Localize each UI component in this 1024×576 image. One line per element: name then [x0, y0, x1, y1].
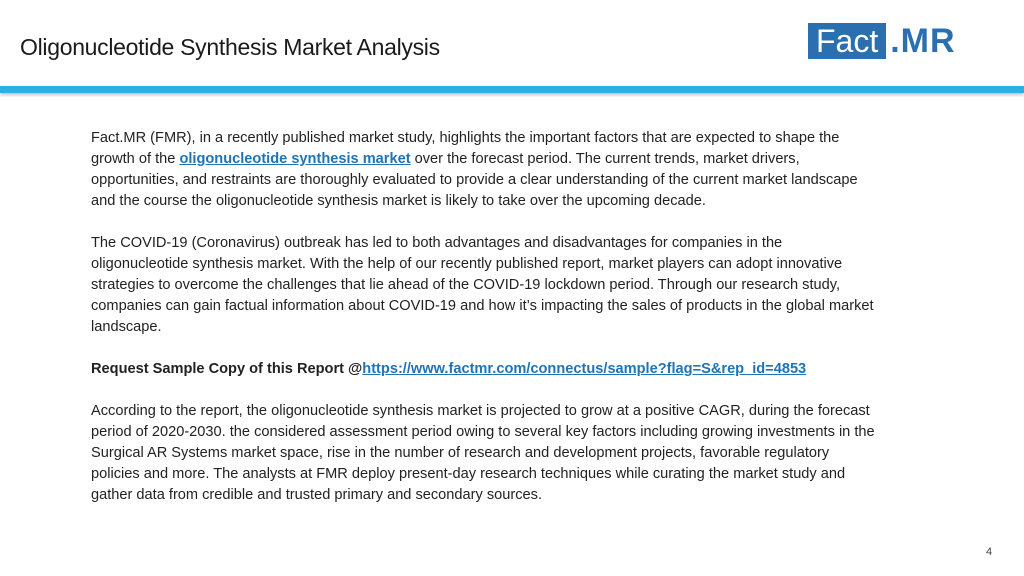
page-number: 4 [986, 546, 993, 558]
market-link[interactable]: oligonucleotide synthesis market [179, 151, 411, 167]
page-title: Oligonucleotide Synthesis Market Analysis [20, 34, 440, 60]
request-sample-link[interactable]: https://www.factmr.com/connectus/sample?flag=S&rep_id=4853 [362, 361, 807, 377]
request-sample-line [91, 359, 881, 380]
logo-suffix-text: .MR [890, 22, 956, 60]
request-sample-label: Request Sample Copy of this Report @ [91, 361, 363, 377]
paragraph-intro [91, 128, 881, 212]
paragraph-intro-start: Fact.MR (FMR), in a recently published market study, highlights the important factors that are expected to shape the growth of the [91, 130, 840, 167]
factmr-logo [808, 23, 956, 59]
paragraph-intro-end: over the forecast period. The current trends, market drivers, opportunities, and restraints are thoroughly evaluated to provide a clear understanding of the current market landscape and the course the oligonucleotide synthesis market is likely to take over the upcoming decade. [91, 151, 858, 209]
body-content [91, 128, 881, 527]
paragraph-forecast: According to the report, the oligonucleotide synthesis market is projected to grow at a positive CAGR, during the forecast period of 2020-2030. the considered assessment period owing to several key factors including growing investments in the Surgical AR Systems market space, rise in the number of research and development projects, favorable regulatory policies and more. The analysts at FMR deploy present-day research techniques while curating the market study and gather data from credible and trusted primary and secondary sources. [91, 403, 875, 503]
logo-main-text: Fact [808, 23, 886, 59]
header-divider [0, 86, 1024, 93]
paragraph-covid: The COVID-19 (Coronavirus) outbreak has led to both advantages and disadvantages for companies in the oligonucleotide synthesis market. With the help of our recently published report, market players can adopt innovative strategies to overcome the challenges that lie ahead of the COVID-19 lockdown period. Through our research study, companies can gain factual information about COVID-19 and how it’s impacting the sales of products in the global market landscape. [91, 235, 874, 335]
